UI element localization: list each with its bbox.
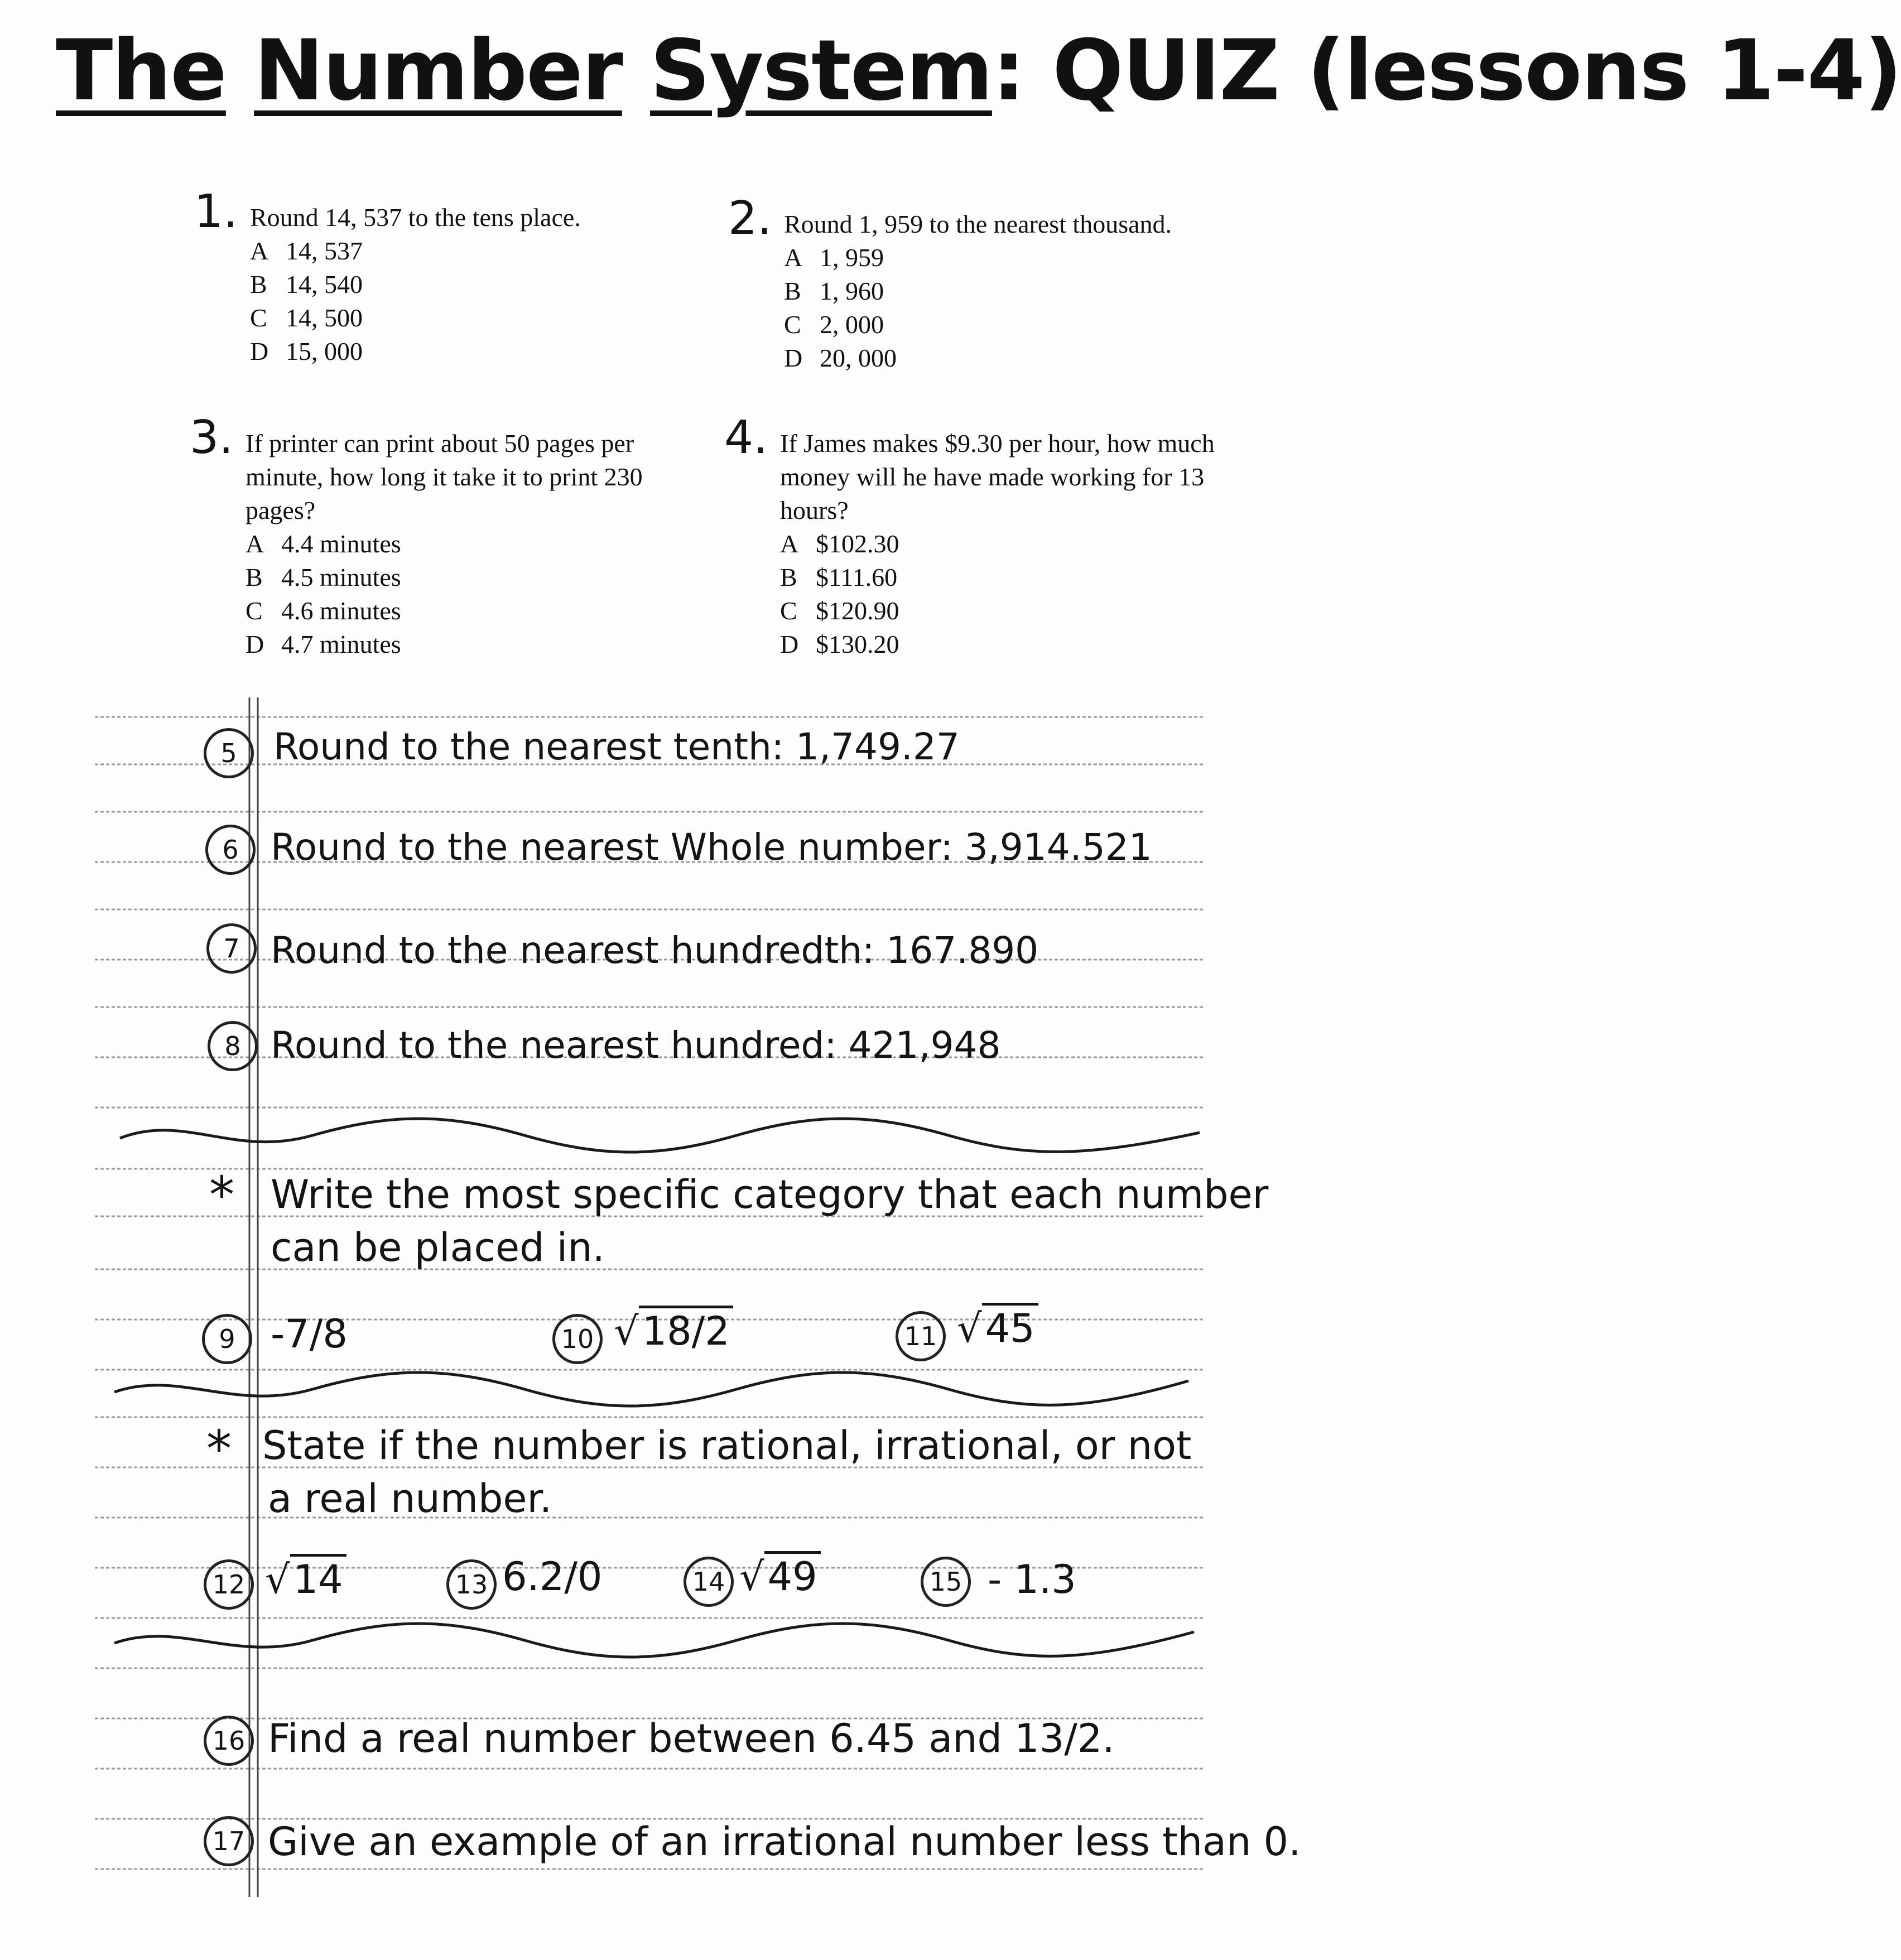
star-icon: * xyxy=(206,1420,232,1479)
question-number: 4. xyxy=(724,411,768,464)
radicand: 18/2 xyxy=(639,1306,733,1354)
question-16: Find a real number between 6.45 and 13/2. xyxy=(268,1716,1115,1761)
question-number-circle: 14 xyxy=(684,1557,734,1607)
question-17: Give an example of an irrational number less than 0. xyxy=(268,1819,1301,1865)
star-icon: * xyxy=(209,1166,234,1225)
title-quiz: QUIZ xyxy=(1052,22,1279,119)
option-a: A $102.30 xyxy=(780,529,899,558)
question-stem: If James makes $9.30 per hour, how much money will he have made working for 13 hours? xyxy=(780,429,1215,524)
title-number: Number xyxy=(254,22,622,119)
question-9-expression: -7/8 xyxy=(271,1311,348,1357)
option-a: A 14, 537 xyxy=(250,237,363,265)
option-d: D 15, 000 xyxy=(250,337,363,365)
question-number-circle: 17 xyxy=(204,1816,254,1866)
question-number-circle: 15 xyxy=(921,1557,971,1607)
option-c: C 14, 500 xyxy=(250,304,363,332)
question-5: Round to the nearest tenth: 1,749.27 xyxy=(273,725,960,768)
option-d: D $130.20 xyxy=(780,630,899,658)
option-b: B $111.60 xyxy=(780,563,898,591)
section-instruction: can be placed in. xyxy=(271,1225,605,1270)
option-b: B 14, 540 xyxy=(250,270,363,298)
question-number-circle: 10 xyxy=(552,1314,603,1364)
question-number-circle: 12 xyxy=(204,1559,254,1610)
question-number-circle: 16 xyxy=(204,1716,254,1766)
question-15-expression: - 1.3 xyxy=(988,1557,1076,1602)
question-number-circle: 5 xyxy=(204,728,254,778)
option-a: A 4.4 minutes xyxy=(246,529,401,558)
question-11-expression: √45 xyxy=(957,1306,1038,1351)
option-d: D 20, 000 xyxy=(784,344,897,372)
divider-wave xyxy=(114,1624,1194,1657)
question-stem: Round 1, 959 to the nearest thousand. xyxy=(784,210,1172,238)
option-b: B 1, 960 xyxy=(784,277,884,305)
question-number-circle: 11 xyxy=(896,1311,946,1361)
title-the: The xyxy=(56,22,226,119)
option-a: A 1, 959 xyxy=(784,243,884,272)
question-10-expression: √18/2 xyxy=(614,1308,733,1354)
question-number: 1. xyxy=(194,185,238,238)
question-stem: Round 14, 537 to the tens place. xyxy=(250,203,581,232)
question-12-expression: √14 xyxy=(265,1557,346,1602)
title-colon: : xyxy=(992,22,1024,119)
title-lessons: (lessons 1-4) xyxy=(1307,22,1901,119)
question-13-expression: 6.2/0 xyxy=(502,1554,603,1600)
question-number-circle: 8 xyxy=(208,1021,258,1071)
divider-wave xyxy=(114,1373,1188,1406)
option-b: B 4.5 minutes xyxy=(246,563,401,591)
question-stem: If printer can print about 50 pages per minute, how long it take it to print 230 pages? xyxy=(246,429,643,524)
section-instruction: Write the most specific category that each number xyxy=(271,1172,1269,1217)
question-number: 3. xyxy=(190,411,234,464)
section-instruction: State if the number is rational, irrational, or not xyxy=(262,1423,1192,1468)
question-7: Round to the nearest hundredth: 167.890 xyxy=(271,929,1039,972)
radicand: 14 xyxy=(290,1554,346,1602)
option-d: D 4.7 minutes xyxy=(246,630,401,658)
section-instruction: a real number. xyxy=(268,1476,552,1521)
radicand: 45 xyxy=(982,1303,1038,1351)
option-c: C 4.6 minutes xyxy=(246,596,401,625)
question-number-circle: 13 xyxy=(446,1559,497,1610)
option-c: C $120.90 xyxy=(780,596,899,625)
divider-wave xyxy=(120,1119,1200,1152)
title-system: System xyxy=(650,22,992,119)
question-number-circle: 7 xyxy=(206,923,257,974)
question-14-expression: √49 xyxy=(739,1554,821,1600)
question-number: 2. xyxy=(728,192,772,245)
question-8: Round to the nearest hundred: 421,948 xyxy=(271,1024,1001,1067)
question-number-circle: 9 xyxy=(202,1314,252,1364)
radicand: 49 xyxy=(764,1551,821,1600)
question-number-circle: 6 xyxy=(205,825,256,875)
option-c: C 2, 000 xyxy=(784,310,884,339)
question-6: Round to the nearest Whole number: 3,914.521 xyxy=(271,826,1152,869)
